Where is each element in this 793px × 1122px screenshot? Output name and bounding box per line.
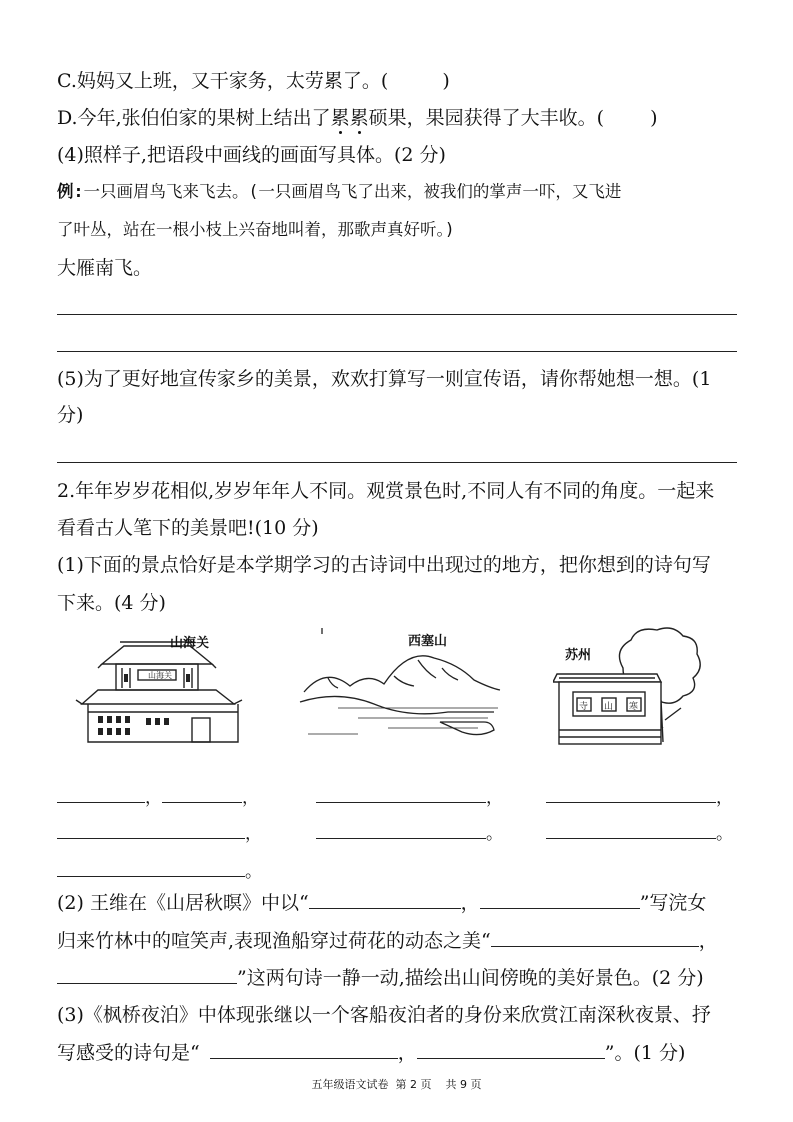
temple-sign-2: 山: [604, 702, 614, 712]
punct: ，: [698, 930, 718, 952]
punct: ，: [716, 788, 733, 808]
punct: ，: [242, 788, 259, 808]
answer-line[interactable]: [57, 462, 737, 463]
q2-1-line2: 下来。(4 分): [57, 592, 166, 614]
q5-line2: 分): [57, 404, 84, 426]
xisaishan-picture: [298, 628, 504, 746]
q2-3-text-b: ”。(1 分): [604, 1042, 686, 1064]
answer-line[interactable]: [57, 314, 737, 315]
shanhaiguan-picture: [72, 628, 252, 746]
q4-prompt: 大雁南飞。: [57, 257, 153, 279]
blank[interactable]: [57, 965, 237, 984]
poem-blanks-row-1: [57, 784, 757, 808]
blank[interactable]: [480, 890, 640, 909]
q2-line1: 2.年年岁岁花相似,岁岁年年人不同。观赏景色时,不同人有不同的角度。一起来: [57, 480, 715, 502]
q2-2-text-3: ”这两句诗一静一动,描绘出山间傍晚的美好景色。(2 分): [237, 967, 704, 989]
q5-line1: (5)为了更好地宣传家乡的美景，欢欢打算写一则宣传语，请你帮她想一想。(1: [57, 368, 712, 390]
blank[interactable]: [546, 784, 716, 803]
q2-2-text: (2) 王维在《山居秋暝》中以“: [57, 892, 309, 914]
q2-2-line3: [57, 965, 704, 990]
temple-sign-1: 寺: [579, 702, 589, 712]
punct: ，: [145, 788, 162, 808]
blank[interactable]: [316, 784, 486, 803]
q2-3-line1: (3)《枫桥夜泊》中体现张继以一个客船夜泊者的身份来欣赏江南深秋夜景、抒: [57, 1004, 711, 1026]
poem-blanks-row-2: [57, 820, 757, 844]
punct: ，: [486, 788, 503, 808]
shanhaiguan-label: 山海关: [170, 636, 210, 651]
example-text: 一只画眉鸟飞来飞去。(一只画眉鸟飞了出来，被我们的掌声一吓，又飞进: [83, 182, 622, 201]
footer-total: 共 9 页: [445, 1078, 482, 1091]
blank[interactable]: [57, 858, 245, 877]
suzhou-label: 苏州: [565, 648, 592, 663]
punct: 。: [245, 862, 262, 882]
blank[interactable]: [57, 784, 145, 803]
option-d-paren-close: ): [650, 107, 658, 129]
page-footer: [0, 1076, 793, 1092]
xisaishan-label: 西塞山: [408, 634, 448, 649]
blank[interactable]: [417, 1040, 605, 1059]
q4-example-line1: [57, 180, 621, 204]
punct: ，: [460, 892, 480, 914]
q2-2-text-b: ”写浣女: [639, 892, 707, 914]
q2-line2: 看看古人笔下的美景吧!(10 分): [57, 517, 319, 539]
blank[interactable]: [210, 1040, 398, 1059]
option-c-paren-close: ): [442, 70, 450, 92]
footer-page: 第 2 页: [395, 1078, 432, 1091]
dotted-char: 累: [349, 107, 369, 129]
shanhaiguan-sign: 山海关: [148, 671, 172, 680]
punct: ，: [245, 824, 262, 844]
blank[interactable]: [57, 820, 245, 839]
blank[interactable]: [309, 890, 461, 909]
answer-line[interactable]: [57, 351, 737, 352]
blank[interactable]: [491, 928, 699, 947]
option-c-text: C.妈妈又上班，又干家务，太劳累了。(: [57, 70, 389, 92]
q4-title: (4)照样子,把语段中画线的画面写具体。(2 分): [57, 144, 446, 166]
blank[interactable]: [546, 820, 716, 839]
punct: 。: [486, 824, 503, 844]
dotted-char: 累: [330, 107, 350, 129]
q2-3-line2: [57, 1040, 685, 1065]
punct: ，: [397, 1042, 417, 1064]
suzhou-picture: [553, 624, 705, 746]
q2-2-line1: [57, 890, 706, 915]
footer-exam: 五年级语文试卷: [311, 1078, 389, 1091]
punct: 。: [716, 824, 733, 844]
q4-example-line2: 了叶丛，站在一根小枝上兴奋地叫着，那歌声真好听。): [57, 220, 455, 239]
q2-3-text: 写感受的诗句是“: [57, 1042, 200, 1064]
poem-blanks-row-3: [57, 858, 262, 882]
option-d-text-2: 硕果，果园获得了大丰收。(: [368, 107, 605, 129]
temple-sign-3: 寒: [629, 702, 639, 712]
q2-2-text-2: 归来竹林中的喧笑声,表现渔船穿过荷花的动态之美“: [57, 930, 491, 952]
option-d-text: D.今年,张伯伯家的果树上结出了: [57, 107, 331, 129]
option-d: [57, 106, 658, 130]
example-label: 例:: [57, 182, 84, 201]
q2-2-line2: [57, 928, 718, 953]
option-c: [57, 69, 450, 93]
blank[interactable]: [162, 784, 242, 803]
q2-1-line1: (1)下面的景点恰好是本学期学习的古诗词中出现过的地方，把你想到的诗句写: [57, 554, 711, 576]
blank[interactable]: [316, 820, 486, 839]
